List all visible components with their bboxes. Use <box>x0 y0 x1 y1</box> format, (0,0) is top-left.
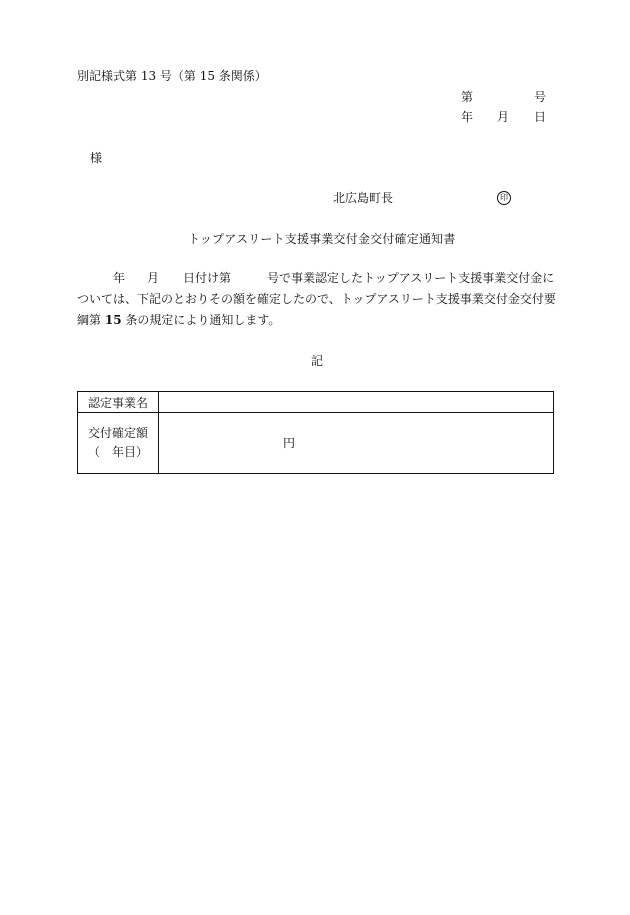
body-month: 月 <box>147 271 160 285</box>
body-year: 年 <box>113 271 126 285</box>
date-month-label: 月 <box>497 110 510 124</box>
project-name-label: 認定事業名 <box>78 392 159 413</box>
body-line-1 <box>77 272 554 284</box>
table-row-amount <box>78 413 554 474</box>
body-date-prefix: 日付け第 <box>183 271 232 285</box>
amount-label-line-2: （ 年目） <box>87 445 148 459</box>
amount-value <box>159 413 554 474</box>
body-line-1-rest: 号で事業認定したトップアスリート支援事業交付金に <box>267 271 555 285</box>
amount-label-line-1: 交付確定額 <box>87 426 148 440</box>
issuer-name: 北広島町長 <box>333 191 394 205</box>
table-row-project-name <box>78 392 554 413</box>
record-table <box>77 391 554 474</box>
document-number-prefix: 第 <box>461 90 474 104</box>
seal-stamp-icon: 印 <box>497 191 511 205</box>
document-number-suffix: 号 <box>534 90 547 104</box>
date-day-label: 日 <box>534 110 547 124</box>
form-number: 別記様式第 13 号（第 15 条関係） <box>77 69 267 83</box>
date-year-label: 年 <box>461 110 474 124</box>
article-number: 15 <box>104 313 122 327</box>
body-line-2: ついては、下記のとおりその額を確定したので、トップアスリート支援事業交付金交付要 <box>77 292 556 306</box>
project-name-value <box>159 392 554 413</box>
document-title: トップアスリート支援事業交付金交付確定通知書 <box>188 232 456 246</box>
yen-unit: 円 <box>283 436 296 450</box>
body-line-3 <box>77 314 280 326</box>
body-line-3-pre: 綱第 <box>77 313 102 327</box>
ki-heading: 記 <box>311 354 324 368</box>
body-line-3-post: 条の規定により通知します。 <box>125 313 281 327</box>
addressee-honorific: 様 <box>90 151 103 165</box>
amount-label <box>78 413 159 474</box>
